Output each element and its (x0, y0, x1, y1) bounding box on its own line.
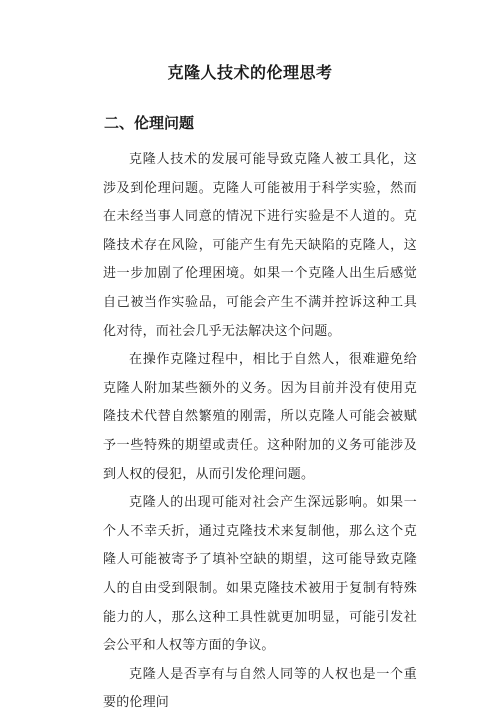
document-title: 克隆人技术的伦理思考 (167, 63, 333, 82)
section-heading: 二、伦理问题 (104, 114, 195, 132)
paragraph: 克隆人的出现可能对社会产生深远影响。如果一个人不幸夭折，通过克隆技术来复制他，那么这个克隆人可能被寄予了填补空缺的期望，这可能导致克隆人的自由受到限制。如果克隆技术被用于复制有特殊能力的人，那么这种工具性就更加明显，可能引发社会公平和人权等方面的争议。 (103, 495, 417, 654)
paragraph: 在操作克隆过程中，相比于自然人，很难避免给克隆人附加某些额外的义务。因为目前并没有使用克隆技术代替自然繁殖的刚需，所以克隆人可能会被赋予一些特殊的期望或责任。这种附加的义务可能涉及到人权的侵犯，从而引发伦理问题。 (103, 352, 417, 482)
paragraph: 克隆人技术的发展可能导致克隆人被工具化，这涉及到伦理问题。克隆人可能被用于科学实验，然而在未经当事人同意的情况下进行实验是不人道的。克隆技术存在风险，可能产生有先天缺陷的克隆人，这进一步加剧了伦理困境。如果一个克隆人出生后感觉自己被当作实验品，可能会产生不满并控诉这种工具化对待，而社会几乎无法解决这个问题。 (103, 152, 417, 339)
document-body (103, 146, 417, 718)
paragraph: 克隆人是否享有与自然人同等的人权也是一个重要的伦理问 (103, 666, 417, 711)
